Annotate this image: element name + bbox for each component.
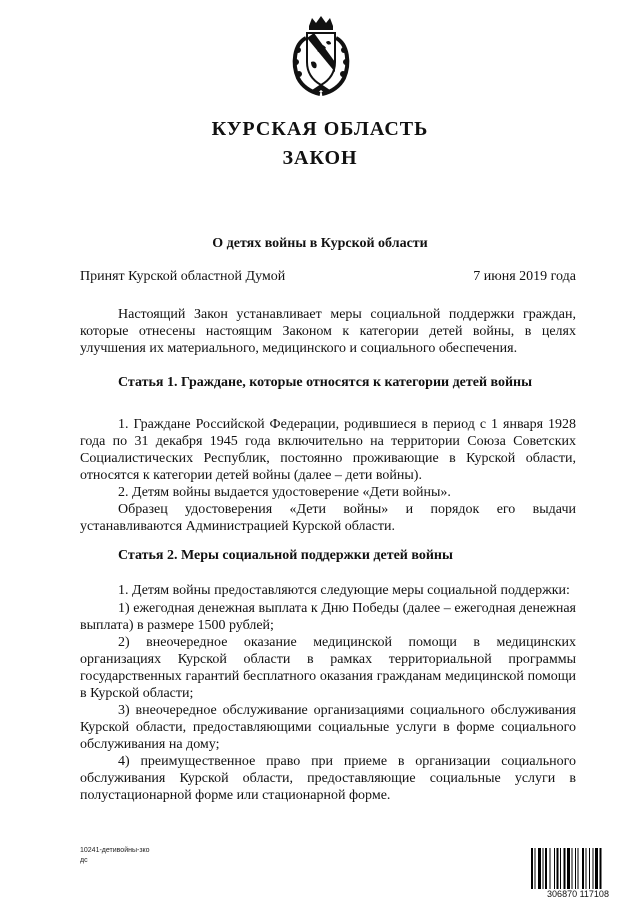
adopted-by: Принят Курской областной Думой — [80, 269, 286, 284]
coat-of-arms-icon — [290, 14, 352, 98]
adopted-date: 7 июня 2019 года — [473, 269, 576, 284]
article-2-paragraph-5: 4) преимущественное право при приеме в организации социального обслуживания Курской области, предоставляющие социальные услуги в полустационарной форме или стационарной форме. — [80, 754, 576, 803]
article-1-paragraph-1: 1. Граждане Российской Федерации, родившиеся в период с 1 января 1928 года по 31 декабря 1945 года включительно на территории Союза Советских Социалистических Республик, постоянно проживающие в Курской области, относятся к категории детей войны (далее – дети войны). — [80, 417, 576, 483]
document-type-heading: ЗАКОН — [282, 147, 358, 169]
law-title: О детях войны в Курской области — [212, 236, 428, 251]
footer-line-2: дс — [80, 857, 88, 864]
footer-line-1: 10241-детивойны-зко — [80, 847, 150, 854]
article-2-paragraph-3: 2) внеочередное оказание медицинской помощи в медицинских организациях Курской области в рамках территориальной программы государственных гарантий бесплатного оказания гражданам медицинской помощи в Курской области; — [80, 635, 576, 701]
article-2-paragraph-4: 3) внеочередное обслуживание организациями социального обслуживания Курской области, предоставляющими социальные услуги в форме социального обслуживания на дому; — [80, 703, 576, 752]
article-2-paragraph-1: 1. Детям войны предоставляются следующие меры социальной поддержки: — [118, 583, 570, 598]
article-1-heading: Статья 1. Граждане, которые относятся к категории детей войны — [118, 375, 533, 390]
region-heading: КУРСКАЯ ОБЛАСТЬ — [211, 118, 429, 140]
document-footer-code — [80, 846, 150, 866]
article-1-paragraph-2: 2. Детям войны выдается удостоверение «Дети войны». — [118, 485, 451, 500]
barcode-number: 306870 117108 — [530, 889, 626, 899]
article-2-heading: Статья 2. Меры социальной поддержки детей войны — [118, 548, 453, 563]
preamble-paragraph: Настоящий Закон устанавливает меры социальной поддержки граждан, которые отнесены настоящим Законом к категории детей войны, в целях улучшения их материального, медицинского и социального обеспечения. — [80, 307, 576, 356]
article-1-paragraph-3: Образец удостоверения «Дети войны» и порядок его выдачи устанавливаются Администрацией Курской области. — [80, 502, 576, 534]
article-2-paragraph-2: 1) ежегодная денежная выплата к Дню Победы (далее – ежегодная денежная выплата) в размере 1500 рублей; — [80, 601, 576, 633]
